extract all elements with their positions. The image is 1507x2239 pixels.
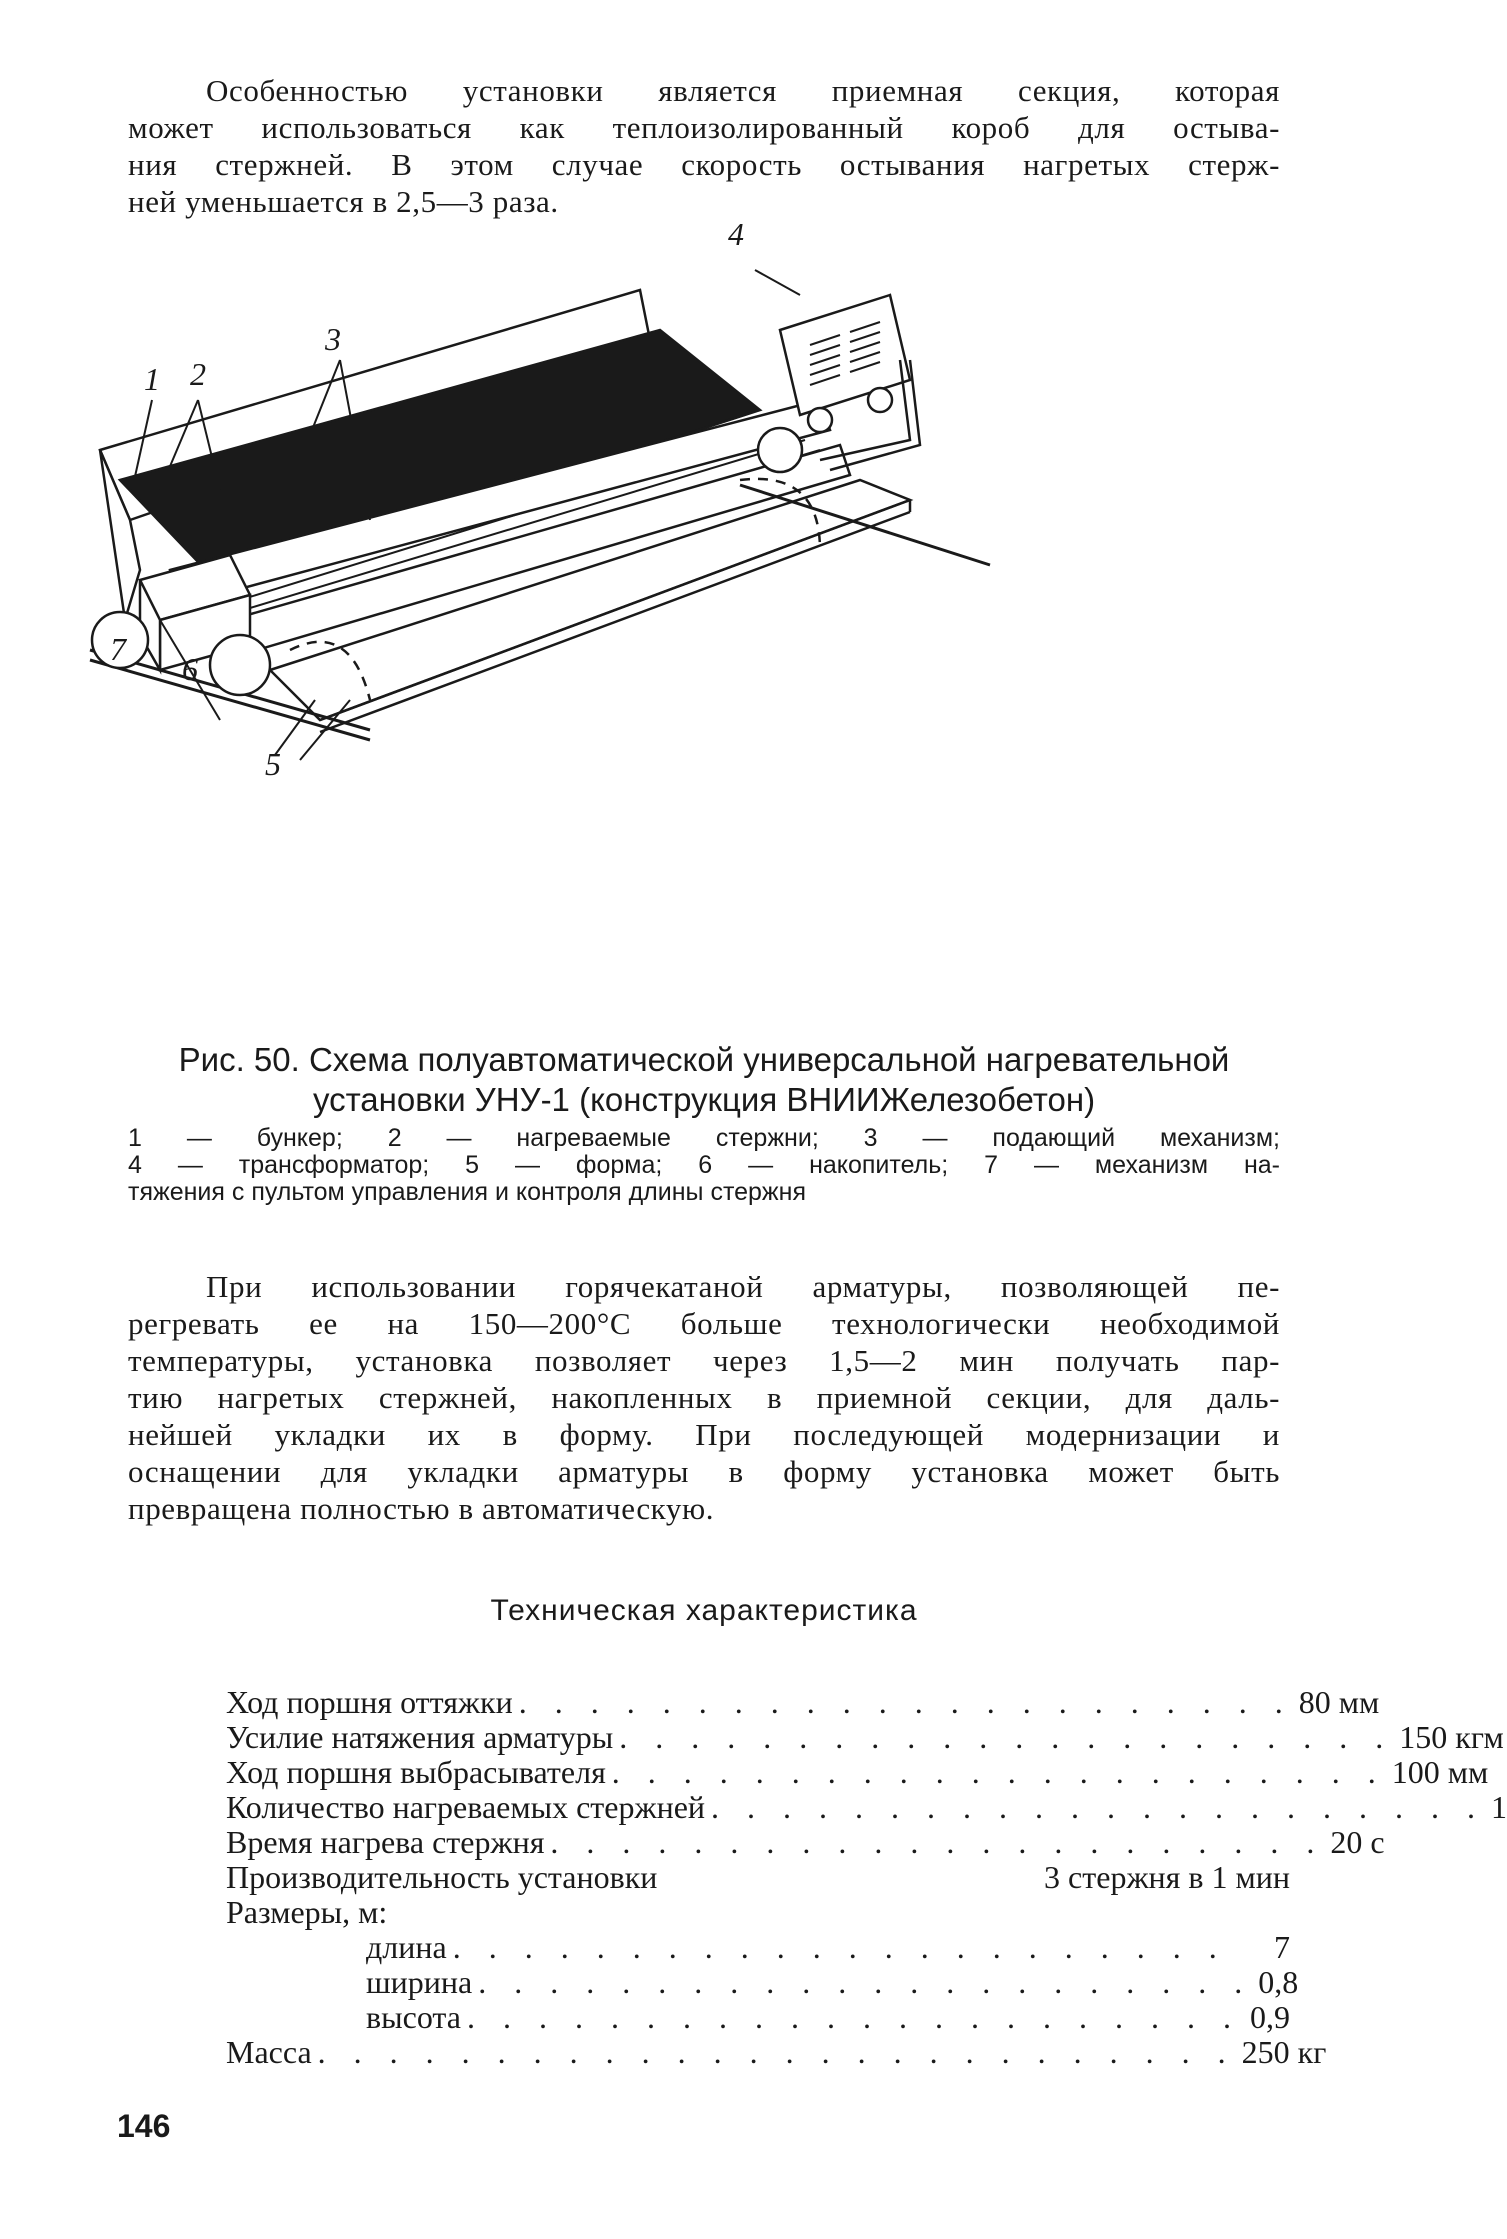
spec-value: 1 <box>1491 1789 1507 1825</box>
spec-value: 0,8 <box>1258 1964 1299 2000</box>
legend-line: 4 — трансформатор; 5 — форма; 6 — накопитель; 7 — механизм на- <box>128 1151 1280 1179</box>
spec-label: Производительность установки <box>226 1859 658 1895</box>
spec-leader-dots: . . . . . . . . . . . . . . . . . . . . . . <box>478 1964 1253 2000</box>
spec-value: 80 мм <box>1298 1684 1380 1720</box>
spec-value: 3 стержня в 1 мин <box>1044 1859 1290 1895</box>
paragraph-line: температуры, установка позволяет через 1,5—2 мин получать пар- <box>128 1343 1280 1378</box>
spec-label: Количество нагреваемых стержней <box>226 1789 706 1825</box>
spec-row <box>226 1964 1299 2000</box>
spec-label: Ход поршня оттяжки <box>226 1684 513 1720</box>
caption-title-line: Рис. 50. Схема полуавтоматической универсальной нагревательной <box>178 1041 1230 1078</box>
paragraph-line: ней уменьшается в 2,5—3 раза. <box>128 184 559 219</box>
callout-2: 2 <box>190 356 206 392</box>
page-number: 146 <box>117 2108 171 2144</box>
spec-row <box>226 1859 1290 1895</box>
spec-leader-dots: . . . . . . . . . . . . . . . . . . . . . . <box>518 1684 1293 1720</box>
spec-leader-dots: . . . . . . . . . . . . . . . . . . . . . . <box>619 1719 1394 1755</box>
spec-label: высота <box>366 1999 461 2035</box>
installation-diagram <box>110 216 1300 1020</box>
spec-title: Техническая характеристика <box>490 1594 918 1627</box>
figure-caption-title <box>128 1040 1280 1120</box>
spec-row <box>226 1719 1504 1755</box>
spec-row <box>226 1824 1385 1860</box>
spec-label: Время нагрева стержня <box>226 1824 545 1860</box>
spec-leader-dots: . . . . . . . . . . . . . . . . . . . . . . <box>611 1754 1386 1790</box>
callout-5: 5 <box>265 746 281 782</box>
paragraph-line: тию нагретых стержней, накопленных в приемной секции, для даль- <box>128 1380 1280 1415</box>
spec-label: Размеры, м: <box>226 1894 388 1930</box>
spec-row <box>226 1894 1290 1930</box>
paragraph-line: Особенностью установки является приемная секция, которая <box>206 73 1280 108</box>
paragraph-line: может использоваться как теплоизолированный короб для остыва- <box>128 110 1280 145</box>
spec-label: ширина <box>366 1964 473 2000</box>
legend-line: тяжения с пультом управления и контроля длины стержня <box>128 1178 806 1206</box>
spec-leader-dots: . . . . . . . . . . . . . . . . . . . . . . . . . . <box>317 2034 1236 2070</box>
spec-label: Масса <box>226 2034 312 2070</box>
spec-label: Усилие натяжения арматуры <box>226 1719 614 1755</box>
spec-row <box>226 1684 1380 1720</box>
callout-3: 3 <box>325 321 341 357</box>
spec-row <box>226 1789 1507 1825</box>
paragraph-line: оснащении для укладки арматуры в форму установка может быть <box>128 1454 1280 1489</box>
spec-leader-dots: . . . . . . . . . . . . . . . . . . . . . . <box>452 1929 1227 1965</box>
paragraph-line: При использовании горячекатаной арматуры, позволяющей пе- <box>206 1269 1280 1304</box>
spec-row <box>226 1929 1290 1965</box>
spec-leader-dots: . . . . . . . . . . . . . . . . . . . . . . <box>466 1999 1241 2035</box>
legend-line: 1 — бункер; 2 — нагреваемые стержни; 3 — подающий механизм; <box>128 1124 1280 1152</box>
callout-7: 7 <box>110 631 126 667</box>
spec-value: 20 с <box>1330 1824 1385 1860</box>
spec-value: 7 <box>1274 1929 1290 1965</box>
wheel <box>758 428 802 472</box>
wheel <box>210 635 270 695</box>
callout-6: 6 <box>182 651 198 687</box>
caption-title-line: установки УНУ-1 (конструкция ВНИИЖелезобетон) <box>312 1081 1096 1118</box>
paragraph-line: нейшей укладки их в форму. При последующей модернизации и <box>128 1417 1280 1452</box>
spec-row <box>226 2034 1327 2070</box>
paragraph-2 <box>128 1268 1280 1527</box>
spec-value: 150 кгм <box>1399 1719 1504 1755</box>
spec-value: 100 мм <box>1391 1754 1489 1790</box>
spec-label: Ход поршня выбрасывателя <box>226 1754 606 1790</box>
callout-1: 1 <box>144 361 160 397</box>
spec-leader-dots: . . . . . . . . . . . . . . . . . . . . . . <box>711 1789 1486 1825</box>
spec-value: 0,9 <box>1250 1999 1290 2035</box>
spec-row <box>226 1754 1489 1790</box>
spec-leader-dots: . . . . . . . . . . . . . . . . . . . . . . <box>550 1824 1325 1860</box>
callout-4: 4 <box>728 216 744 252</box>
spec-value: 250 кг <box>1241 2034 1327 2070</box>
paragraph-line: регревать ее на 150—200°С больше технологически необходимой <box>128 1306 1280 1341</box>
paragraph-1 <box>128 72 1280 220</box>
paragraph-line: превращена полностью в автоматическую. <box>128 1491 715 1526</box>
figure-caption-legend <box>128 1125 1280 1206</box>
spec-label: длина <box>366 1929 447 1965</box>
paragraph-line: ния стержней. В этом случае скорость остывания нагретых стерж- <box>128 147 1280 182</box>
spec-row <box>226 1999 1290 2035</box>
